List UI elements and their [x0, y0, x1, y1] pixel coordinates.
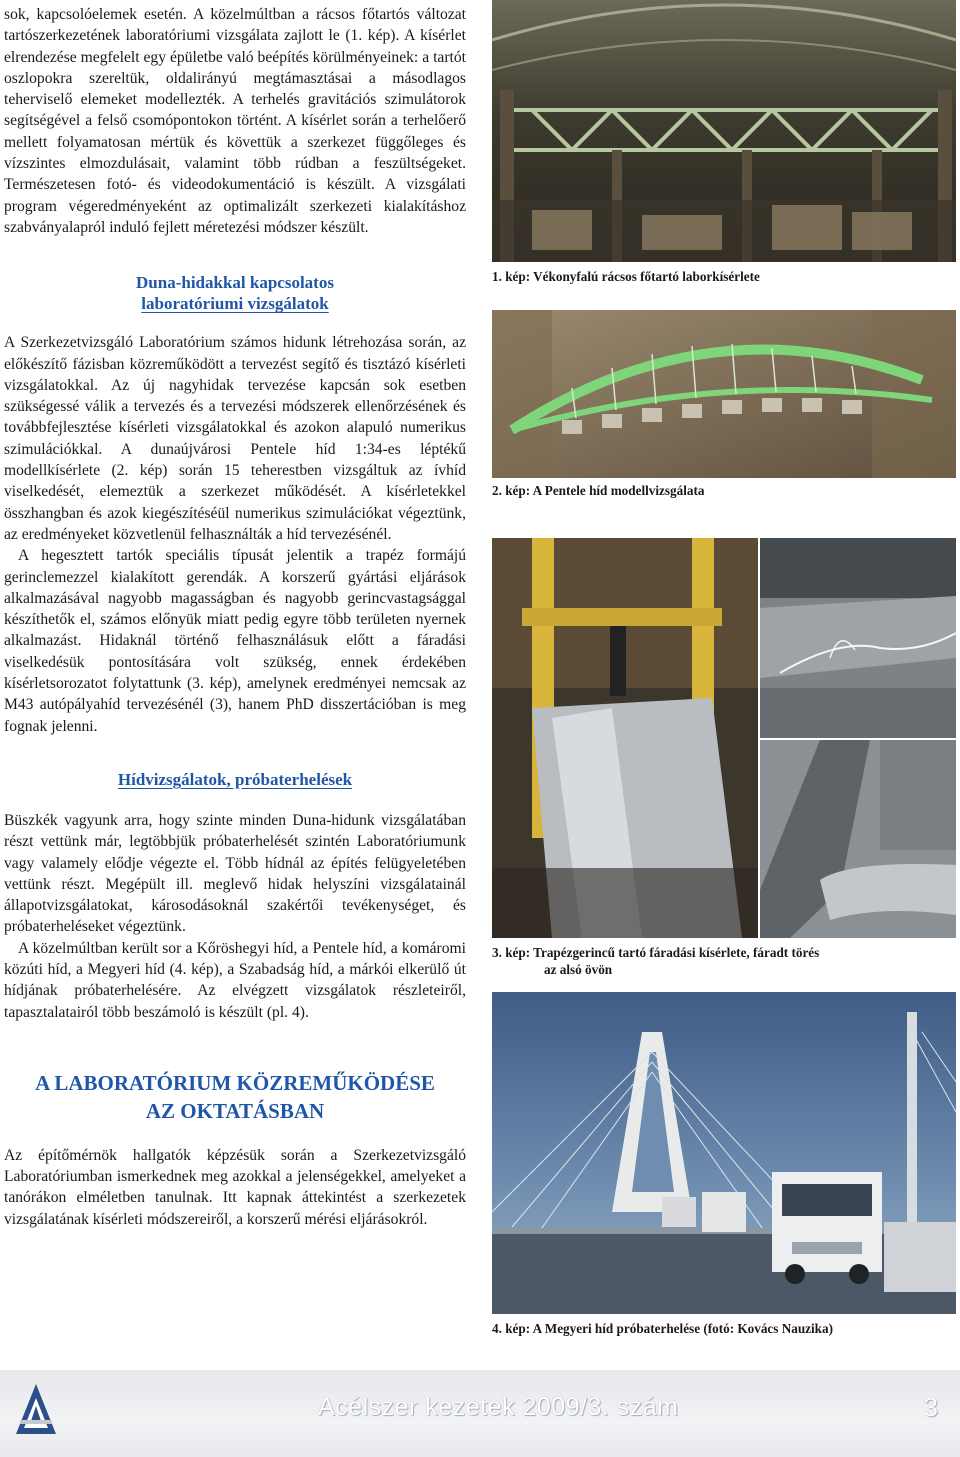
caption-photo-4: 4. kép: A Megyeri híd próbaterhelése (fotó: Kovács Nauzika): [492, 1321, 833, 1336]
journal-title: Acélszer kezetek 2009/3. szám: [318, 1393, 679, 1421]
photo-megyeri-load-test: [492, 992, 956, 1314]
section-heading-duna: [4, 272, 466, 314]
section-heading-oktatas-line1: A LABORATÓRIUM KÖZREMŰKÖDÉSE: [35, 1070, 435, 1095]
section-heading-oktatas-line2: AZ OKTATÁSBAN: [145, 1098, 325, 1123]
caption-photo-3: [492, 944, 952, 978]
journal-logo-icon: [14, 1380, 58, 1440]
photo-fatigue-crack-detail: [760, 538, 956, 738]
section-heading-hidvizsgalatok-text: Hídvizsgálatok, próbaterhelések: [117, 769, 353, 789]
paragraph-duna: A Szerkezetvizsgáló Laboratórium számos hidunk létrehozása során, az előkészítő fázisban közreműködött a tervezést segítő és tisztázó kísérleti vizsgálatokkal. Az új nagyhidak tervezése kapcsán sok esetben szükségessé válik a tervezés és a tervezési módszerek ellenőrzésének és továbbfejlesztése kísérleti vizsgálatokkal és azokon alapuló numerikus szimulációkkal. A dunaújvárosi Pentele híd 1:34-es léptékű modellkísérlete (2. kép) során 15 teherestben vizsgáltuk az ívhíd viselkedését, elemeztük a szerkezet működését. A kísérletekkel összhangban és azok kiegészítéséül numerikus szimulációkat végeztünk, az eredményeket közvetlenül felhasználták a híd tervezésénél.: [4, 334, 466, 543]
photo-pentele-model: [492, 310, 956, 478]
caption-photo-3-line2: az alsó övön: [544, 962, 613, 977]
page-number: 3: [923, 1392, 938, 1422]
section-heading-duna-line1: Duna-hidakkal kapcsolatos: [136, 273, 334, 293]
caption-photo-2: 2. kép: A Pentele híd modellvizsgálata: [492, 483, 705, 498]
section-heading-hidvizsgalatok: [4, 769, 466, 790]
paragraph-kozelmult: A közelmúltban került sor a Kőröshegyi híd, a Pentele híd, a komáromi közúti híd, a Megyeri híd (4. kép), a Szabadság híd, a márkói elkerülő út hídjának próbaterhelésére. Az elvégzett vizsgálatok részleteiről, tapasztalatairól több beszámoló is készült (pl. 4).: [4, 939, 466, 1021]
paragraph-oktatas: Az építőmérnök hallgatók képzésük során a Szerkezetvizsgáló Laboratóriumban ismerkednek meg azokkal a jelenségekkel, amelyeket a tanórákon elméletben tanulnak. Itt kapnak áttekintést a szerkezetek vizsgálatának kísérleti módszereiről, a korszerű mérési eljárásokról.: [4, 1146, 466, 1228]
section-heading-duna-line2: laboratóriumi vizsgálatok: [141, 294, 329, 314]
caption-photo-3-line1: 3. kép: Trapézgerincű tartó fáradási kísérlete, fáradt törés: [492, 945, 820, 960]
paragraph-buszkek: Büszkék vagyunk arra, hogy szinte minden Duna-hidunk vizsgálatában részt vettünk már, legtöbbjük próbaterhelését szintén Laboratóriumunk vagy valamely elődje végezte el. Több hídnál az építés felügyeletében vettünk részt. Megépült ill. meglevő hidak helyszíni vizsgálatainál állapotvizsgálatokat, károsodásoknál szakértői tevékenységet, és próbaterheléseket végeztünk.: [4, 811, 466, 936]
paragraph-intro: sok, kapcsolóelemek esetén. A közelmúltban a rácsos főtartós változat tartószerkezetének laboratóriumi vizsgálata zajlott le (1. kép). A kísérlet elrendezése megfelelt egy épületbe való beépítés körülményeinek: a tartót oszlopokra szereltük, oldalirányú megtámasztásai a másodlagos teherviselő elemeket modellezték. A terhelés gravitációs szimulátorok segítségével a felső csomópontokon történt. A kísérlet során a terhelőerő mellett folyamatosan mértük és követtük a szerkezet függőleges és vízszintes elmozdulásait, valamint több rúdban a feszültségeket. Természetesen fotó- és videodokumentáció is készült. A vizsgálati program végeredményeként az optimalizált szerkezeti kialakításhoz szabványalapról induló fejlett méretezési módszer készült.: [4, 6, 466, 236]
photo-beam-test-rig: [492, 538, 758, 938]
page-footer: [0, 1370, 960, 1457]
caption-photo-1: 1. kép: Vékonyfalú rácsos főtartó laborkísérlete: [492, 269, 760, 284]
left-column: [4, 0, 466, 1230]
photo-truss-experiment: [492, 0, 956, 262]
section-heading-oktatas: [4, 1069, 466, 1125]
photo-weld-detail: [760, 740, 956, 938]
paragraph-trapez: A hegesztett tartók speciális típusát jelentik a trapéz formájú gerinclemezzel kialakított gerendák. A korszerű gyártási eljárások alkalmazásával nagyobb magasságban és nagyobb gerincvastagsággal készíthetők el, számos előnyük miatt pedig egyre több területen nyernek alkalmazást. Hidaknál történő felhasználásuk előtt a fáradási viselkedésük pontosítására volt szükség, ennek érdekében kísérletsorozatot folytattunk (3. kép), amelynek eredményei nemcsak az M43 autópályahíd tervezésénél (3), hanem PhD disszertációban is meg fognak jelenni.: [4, 547, 466, 735]
